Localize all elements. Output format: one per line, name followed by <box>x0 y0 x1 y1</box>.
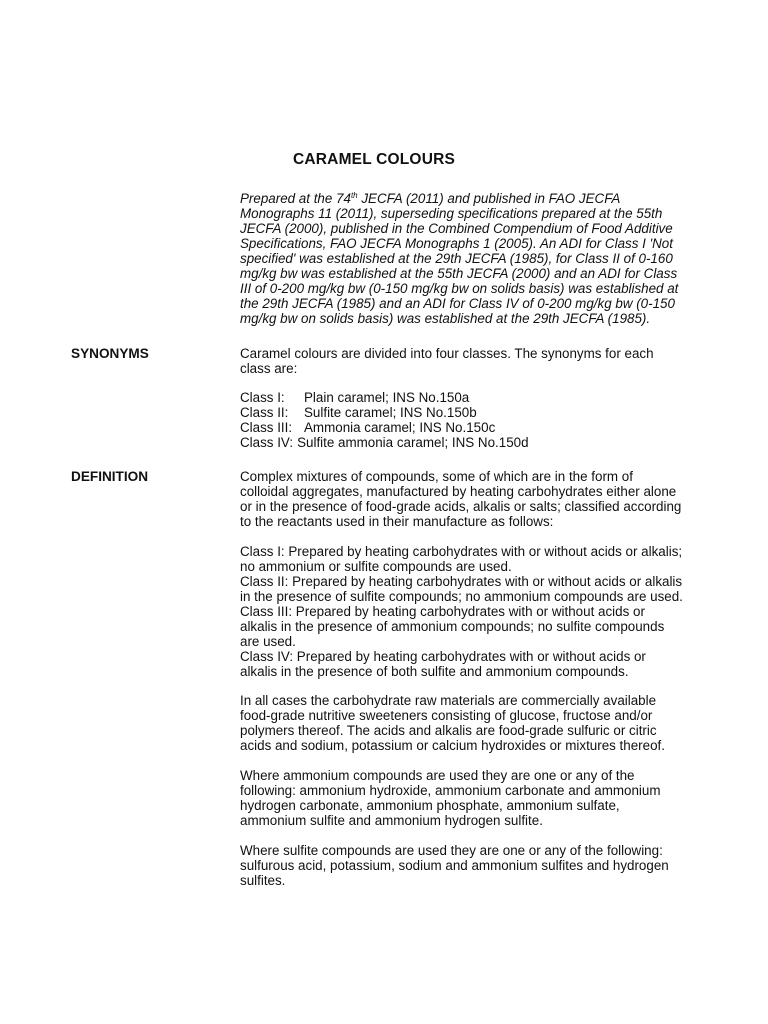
class-value: Plain caramel; INS No.150a <box>304 390 470 405</box>
definition-paragraph-1 <box>240 469 710 529</box>
paragraph-line: colloidal aggregates, manufactured by heating carbohydrates either alone <box>240 484 677 499</box>
preparation-note-line: III of 0-200 mg/kg bw (0-150 mg/kg bw on solids basis) was established at <box>240 281 679 296</box>
class-row <box>240 405 710 420</box>
paragraph-line: following: ammonium hydroxide, ammonium carbonate and ammonium <box>240 783 661 798</box>
paragraph-line: Where sulfite compounds are used they are one or any of the following: <box>240 843 663 858</box>
class-name: Class I: <box>240 390 285 405</box>
paragraph-line: In all cases the carbohydrate raw materials are commercially available <box>240 693 657 708</box>
class-name: Class II: <box>240 405 289 420</box>
synonyms-intro <box>240 346 710 376</box>
paragraph-line: Class I: Prepared by heating carbohydrates with or without acids or alkalis; <box>240 544 683 559</box>
class-value: Sulfite caramel; INS No.150b <box>304 405 477 420</box>
paragraph-line: ammonium sulfite and ammonium hydrogen sulfite. <box>240 813 543 828</box>
synonyms-heading: SYNONYMS <box>71 346 149 361</box>
class-value: Ammonia caramel; INS No.150c <box>304 420 496 435</box>
preparation-note-line: Monographs 11 (2011), superseding specifications prepared at the 55th <box>240 206 663 221</box>
synonyms-intro-line: Caramel colours are divided into four classes. The synonyms for each <box>240 346 654 361</box>
page-title: CARAMEL COLOURS <box>293 151 456 168</box>
ordinal-suffix: th <box>350 191 358 200</box>
paragraph-line: polymers thereof. The acids and alkalis are food-grade sulfuric or citric <box>240 723 657 738</box>
preparation-note-text: Prepared at the 74 <box>240 191 351 206</box>
paragraph-line: Class IV: Prepared by heating carbohydrates with or without acids or <box>240 649 646 664</box>
definition-paragraph-4 <box>240 768 710 828</box>
paragraph-line: Class III: Prepared by heating carbohydrates with or without acids or <box>240 604 645 619</box>
class-name: Class III: <box>240 420 293 435</box>
paragraph-line: sulfurous acid, potassium, sodium and ammonium sulfites and hydrogen <box>240 858 669 873</box>
preparation-note-line: Specifications, FAO JECFA Monographs 1 (2005). An ADI for Class I 'Not <box>240 236 673 251</box>
paragraph-line: alkalis in the presence of both sulfite and ammonium compounds. <box>240 664 629 679</box>
class-row <box>240 435 710 450</box>
paragraph-line: food-grade nutritive sweeteners consisting of glucose, fructose and/or <box>240 708 653 723</box>
paragraph-line: to the reactants used in their manufacture as follows: <box>240 514 554 529</box>
class-value: Sulfite ammonia caramel; INS No.150d <box>297 435 529 450</box>
paragraph-line: are used. <box>240 634 296 649</box>
paragraph-line: acids and sodium, potassium or calcium hydroxides or mixtures thereof. <box>240 738 665 753</box>
class-row <box>240 420 710 435</box>
class-name: Class IV: <box>240 435 294 450</box>
preparation-note-line: JECFA (2000), published in the Combined Compendium of Food Additive <box>240 221 673 236</box>
preparation-note-line: mg/kg bw was established at the 55th JECFA (2000) and an ADI for Class <box>240 266 678 281</box>
paragraph-line: Class II: Prepared by heating carbohydrates with or without acids or alkalis <box>240 574 683 589</box>
paragraph-line: hydrogen carbonate, ammonium phosphate, ammonium sulfate, <box>240 798 620 813</box>
class-row <box>240 390 710 405</box>
definition-paragraph-5 <box>240 843 710 888</box>
preparation-note-line: specified' was established at the 29th JECFA (1985), for Class II of 0-160 <box>240 251 673 266</box>
paragraph-line: alkalis in the presence of ammonium compounds; no sulfite compounds <box>240 619 665 634</box>
preparation-note-line: mg/kg bw on solids basis) was established at the 29th JECFA (1985). <box>240 311 651 326</box>
preparation-note-text: JECFA (2011) and published in FAO JECFA <box>357 191 621 206</box>
definition-paragraph-3 <box>240 693 710 753</box>
preparation-note-line <box>240 191 700 206</box>
paragraph-line: no ammonium or sulfite compounds are used. <box>240 559 512 574</box>
paragraph-line: in the presence of sulfite compounds; no ammonium compounds are used. <box>240 589 683 604</box>
preparation-note-line: the 29th JECFA (1985) and an ADI for Class IV of 0-200 mg/kg bw (0-150 <box>240 296 675 311</box>
synonyms-intro-line: class are: <box>240 361 298 376</box>
paragraph-line: Where ammonium compounds are used they are one or any of the <box>240 768 635 783</box>
definition-paragraph-2 <box>240 544 710 679</box>
definition-heading: DEFINITION <box>71 469 149 484</box>
paragraph-line: sulfites. <box>240 873 286 888</box>
paragraph-line: Complex mixtures of compounds, some of which are in the form of <box>240 469 633 484</box>
preparation-note <box>240 191 700 326</box>
synonyms-class-list <box>240 390 710 450</box>
paragraph-line: or in the presence of food-grade acids, alkalis or salts; classified according <box>240 499 682 514</box>
